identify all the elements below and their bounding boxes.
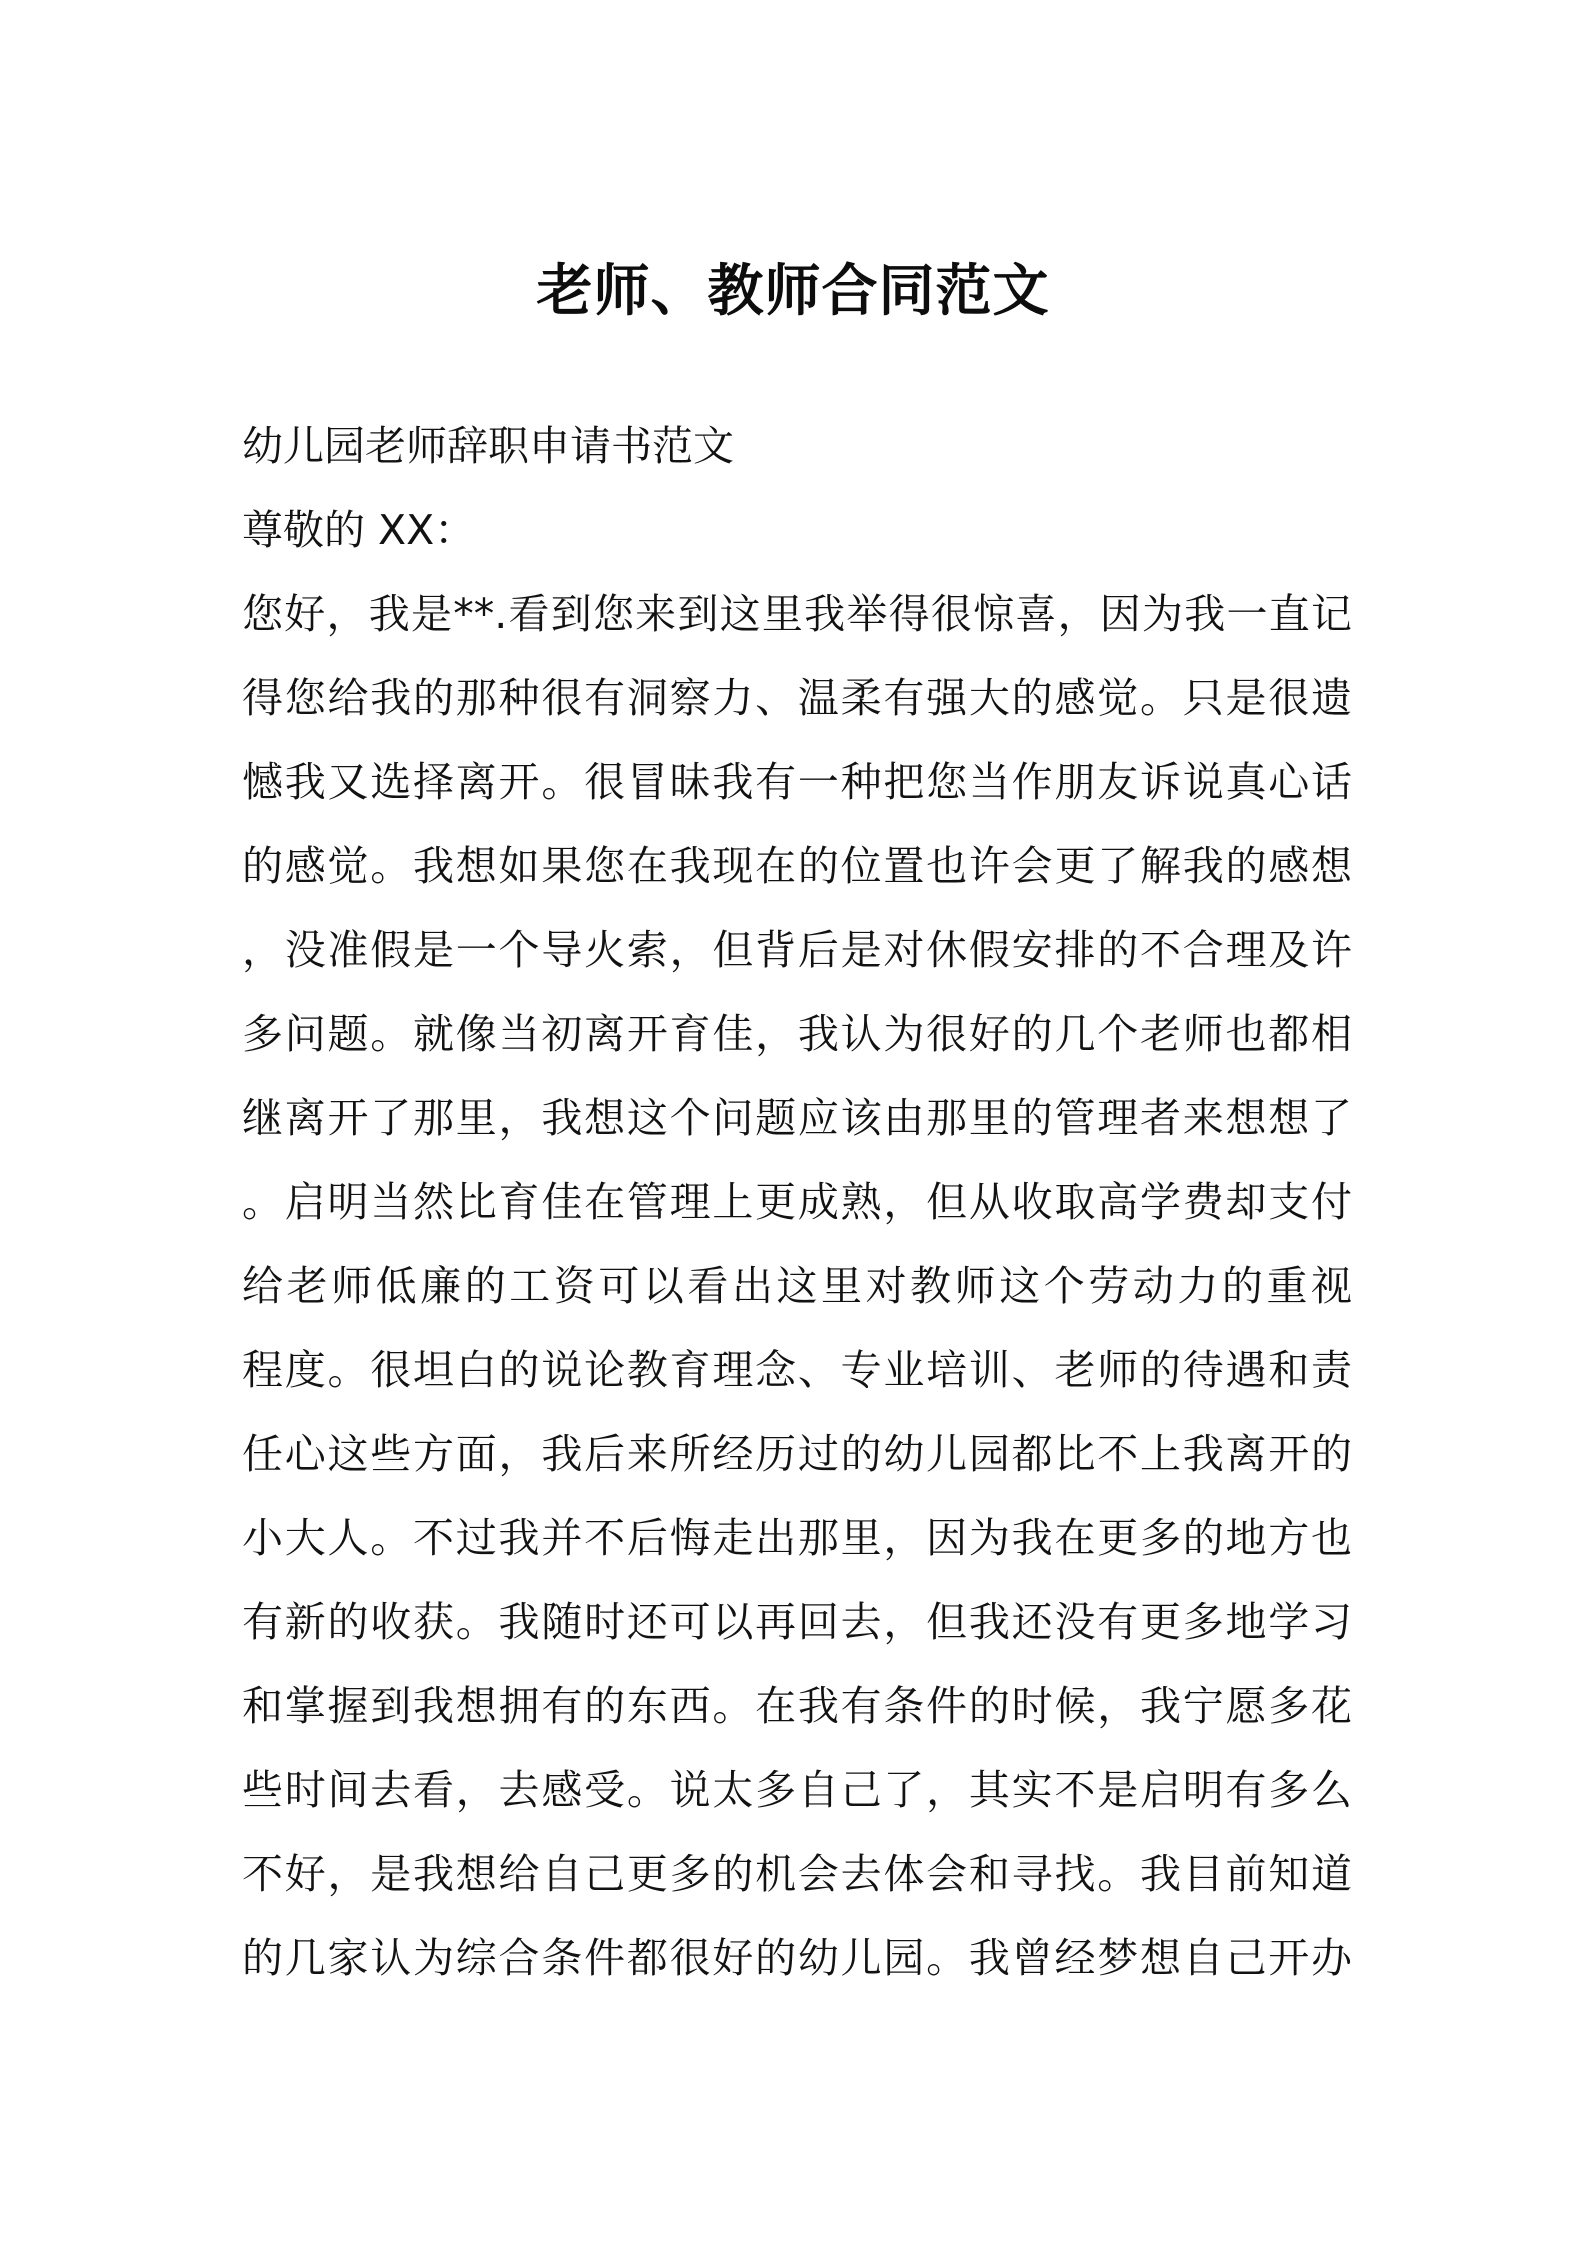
subtitle: 幼儿园老师辞职申请书范文 [242,422,734,470]
body-line: 给老师低廉的工资可以看出这里对教师这个劳动力的重视 [242,1262,1352,1310]
body-line: 些时间去看，去感受。说太多自己了，其实不是启明有多么 [242,1766,1352,1814]
body-line: 多问题。就像当初离开育佳，我认为很好的几个老师也都相 [242,1010,1352,1058]
body-line: 憾我又选择离开。很冒昧我有一种把您当作朋友诉说真心话 [242,758,1352,806]
body-line: 。启明当然比育佳在管理上更成熟，但从收取高学费却支付 [242,1178,1352,1226]
body-line: 有新的收获。我随时还可以再回去，但我还没有更多地学习 [242,1598,1352,1646]
body-line: 得您给我的那种很有洞察力、温柔有强大的感觉。只是很遗 [242,674,1352,722]
body-line: 的几家认为综合条件都很好的幼儿园。我曾经梦想自己开办 [242,1934,1352,1982]
body-line: 和掌握到我想拥有的东西。在我有条件的时候，我宁愿多花 [242,1682,1352,1730]
body-line: 任心这些方面，我后来所经历过的幼儿园都比不上我离开的 [242,1430,1352,1478]
body-line: 的感觉。我想如果您在我现在的位置也许会更了解我的感想 [242,842,1352,890]
document-body [242,404,1352,2000]
body-line: 继离开了那里，我想这个问题应该由那里的管理者来想想了 [242,1094,1352,1142]
body-line: 程度。很坦白的说论教育理念、专业培训、老师的待遇和责 [242,1346,1352,1394]
body-line: 小大人。不过我并不后悔走出那里，因为我在更多的地方也 [242,1514,1352,1562]
body-line: 您好，我是**.看到您来到这里我举得很惊喜，因为我一直记 [242,590,1352,638]
body-line: 不好，是我想给自己更多的机会去体会和寻找。我目前知道 [242,1850,1352,1898]
body-line: ，没准假是一个导火索，但背后是对休假安排的不合理及许 [242,926,1352,974]
salutation: 尊敬的 XX： [242,506,476,554]
document-title: 老师、教师合同范文 [536,259,1050,324]
